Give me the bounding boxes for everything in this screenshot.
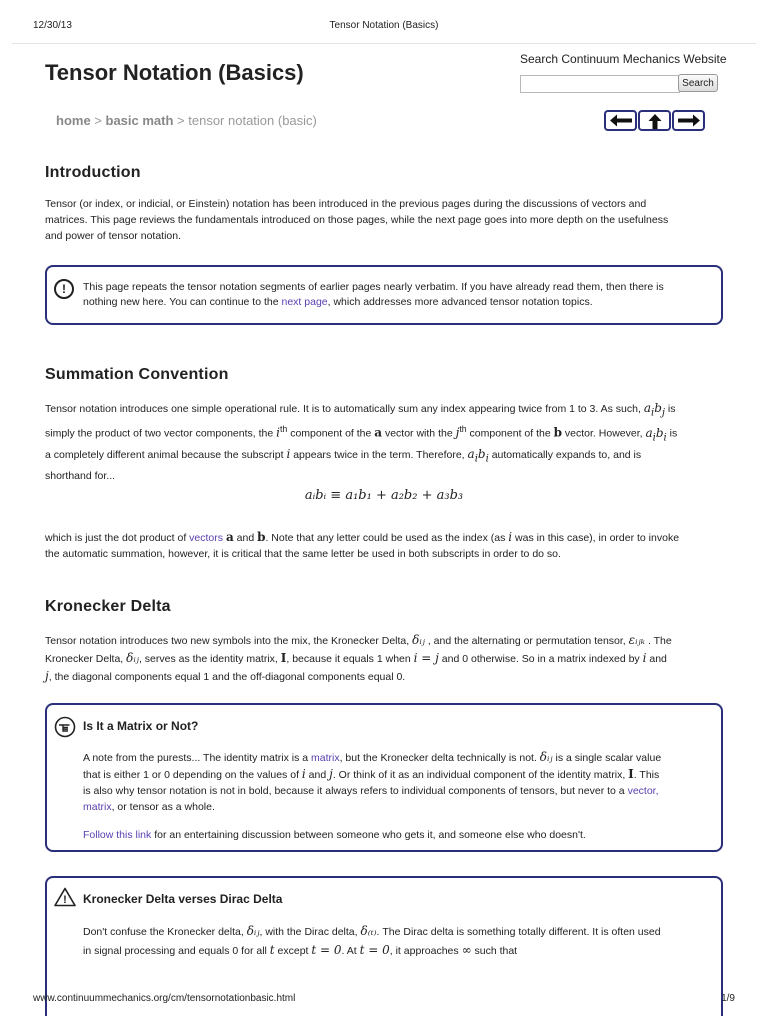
search-input[interactable] [520, 75, 680, 93]
note-line [83, 295, 713, 310]
summation-line: shorthand for... [45, 469, 116, 482]
vector-a: a [374, 425, 383, 440]
text-segment: . Or think of it as an individual component of the identity matrix, [332, 769, 629, 781]
text-segment: simply the product of two vector components, the [45, 427, 277, 440]
footer-url: www.continuummechanics.org/cm/tensornotationbasic.html [33, 993, 296, 1004]
matrix-link-2[interactable]: matrix [83, 801, 112, 813]
summation-line [45, 400, 725, 421]
search-button[interactable]: Search [678, 74, 718, 92]
identity-matrix-symbol: I [280, 651, 287, 665]
summation-line [45, 421, 725, 446]
text-segment: vector. However, [562, 427, 646, 440]
text-segment: , because it equals 1 when [286, 653, 414, 665]
follow-this-link[interactable]: Follow this link [83, 829, 152, 841]
matrix-note-line [83, 766, 713, 783]
text-segment: is [666, 427, 678, 440]
breadcrumb [56, 113, 317, 128]
footer-page-number: 1/9 [721, 993, 735, 1004]
text-segment: , the diagonal components equal 1 and the off-diagonal components equal 0. [48, 671, 406, 683]
summation-line [45, 529, 735, 546]
text-segment: , serves as the identity matrix, [138, 653, 281, 665]
text-segment: is [664, 403, 676, 415]
arrow-up-icon [648, 114, 662, 129]
breadcrumb-home[interactable]: home [56, 113, 91, 128]
page-navigation [604, 110, 706, 131]
text-segment: . The Dirac delta is something totally different. It is often used [376, 926, 661, 938]
note-box [45, 265, 723, 325]
text-segment: vector with the [382, 427, 456, 440]
math-aibi: $a_ib_i$ [467, 447, 489, 465]
matrix-note-line [83, 827, 713, 843]
math-i: i [642, 651, 647, 665]
math-i: i [301, 767, 306, 781]
math-i: i [508, 530, 513, 544]
intro-line: matrices. This page reviews the fundamentals introduced on those pages, while the next page goes into more depth on the usefulness [45, 214, 669, 226]
text-segment: component of the [287, 427, 375, 440]
math-aibi: $a_ib_i$ [645, 425, 667, 444]
text-segment: is also why tensor notation is not in bold, because it always refers to individual components of tensors, but never to a [83, 785, 628, 797]
intro-line: Tensor (or index, or indicial, or Einstein) notation has been introduced in the previous pages during the discussions of vectors and [45, 198, 647, 210]
page-title: Tensor Notation (Basics) [45, 60, 304, 85]
text-segment: . The [645, 635, 672, 647]
text-segment: Don't confuse the Kronecker delta, [83, 926, 247, 938]
matrix-link[interactable]: matrix [311, 752, 340, 764]
math-aibj: $a_ib_j$ [643, 401, 665, 419]
next-page-link[interactable]: next page [281, 296, 328, 308]
text-segment: in signal processing and equals 0 for all [83, 945, 270, 957]
text-segment: and 0 otherwise. So in a matrix indexed by [438, 653, 643, 665]
text-segment: A note from the purests... The identity matrix is a [83, 752, 311, 764]
text-segment: , and the alternating or permutation tensor, [424, 635, 629, 647]
summation-paragraph [45, 400, 725, 485]
superscript-th: th [459, 424, 467, 435]
text-segment: , with the Dirac delta, [259, 926, 361, 938]
header-divider [12, 43, 756, 44]
math-i-eq-j: i = j [413, 651, 439, 665]
math-delta-ij: δᵢⱼ [246, 924, 260, 938]
intro-line: and power of tensor notation. [45, 230, 182, 242]
math-t: t [269, 943, 275, 957]
intro-heading: Introduction [45, 164, 141, 181]
math-i: i [286, 447, 291, 462]
matrix-note-text [83, 749, 713, 843]
print-date: 12/30/13 [33, 20, 72, 31]
warning-icon-mark: ! [63, 894, 67, 906]
vector-link[interactable]: vector, [627, 785, 659, 797]
text-segment: automatically expands to, and is [488, 449, 642, 462]
intro-paragraph [45, 196, 745, 244]
text-segment: a completely different animal because the subscript [45, 449, 287, 462]
print-title: Tensor Notation (Basics) [329, 20, 439, 31]
summation-line [45, 446, 725, 467]
matrix-note-box [45, 703, 723, 852]
breadcrumb-separator: > [90, 113, 106, 128]
summation-paragraph-2 [45, 529, 735, 562]
text-segment: that is either 1 or 0 depending on the values of [83, 769, 302, 781]
text-segment: and [646, 653, 667, 665]
matrix-note-line [83, 749, 713, 766]
text-segment: and [305, 769, 330, 781]
math-delta-ij: δᵢⱼ [126, 651, 139, 665]
math-t-eq-0: t = 0 [311, 943, 342, 957]
vector-a: a [225, 530, 234, 544]
math-infinity: ∞ [461, 943, 472, 957]
summation-line: the automatic summation, however, it is critical that the same letter be used in both subscripts in order to do so. [45, 548, 561, 560]
dirac-note-title: Kronecker Delta verses Dirac Delta [83, 892, 283, 906]
text-segment: is a single scalar value [552, 752, 662, 764]
text-segment: except [274, 945, 312, 957]
text-segment: Tensor notation introduces two new symbols into the mix, the Kronecker Delta, [45, 635, 413, 647]
text-segment: such that [471, 945, 518, 957]
dirac-note-line [83, 922, 713, 941]
note-line: This page repeats the tensor notation segments of earlier pages nearly verbatim. If you have already read them, then there is [83, 281, 664, 293]
text-segment: . Note that any letter could be used as the index (as [265, 532, 509, 544]
warning-icon [54, 887, 76, 907]
search-label: Search Continuum Mechanics Website [520, 52, 727, 66]
breadcrumb-basic-math[interactable]: basic math [105, 113, 174, 128]
math-j: j [45, 669, 49, 683]
text-segment: and [233, 532, 258, 544]
kronecker-line [45, 632, 735, 650]
summation-equation: aᵢbᵢ ≡ a₁b₁ + a₂b₂ + a₃b₃ [304, 488, 464, 503]
superscript-th: th [279, 424, 288, 435]
arrow-right-icon [677, 114, 701, 127]
kronecker-line [45, 668, 735, 686]
math-epsilon-ijk: εᵢⱼₖ [628, 633, 646, 647]
text-segment: Kronecker Delta, [45, 653, 127, 665]
text-segment: . At [341, 945, 360, 957]
text-segment: . This [633, 769, 660, 781]
kronecker-paragraph [45, 632, 735, 686]
identity-matrix-symbol: I [628, 767, 634, 781]
math-delta-t: δ₍ₜ₎ [360, 924, 377, 938]
pointing-hand-icon [54, 716, 76, 738]
prev-page-button[interactable] [604, 110, 637, 131]
exclamation-icon: ! [54, 279, 74, 299]
summation-heading: Summation Convention [45, 366, 229, 383]
arrow-left-icon [609, 114, 633, 127]
dirac-note-text [83, 922, 713, 960]
kronecker-line [45, 650, 735, 668]
math-i: i [276, 425, 280, 440]
math-delta-ij: δᵢⱼ [539, 750, 553, 764]
text-segment: appears twice in the term. Therefore, [290, 449, 468, 462]
text-segment: , or tensor as a whole. [111, 801, 215, 813]
text-segment: component of the [466, 427, 554, 440]
math-t-eq-0: t = 0 [359, 943, 390, 957]
up-page-button[interactable] [638, 110, 671, 131]
dirac-note-line [83, 941, 713, 960]
text-segment: for an entertaining discussion between someone who gets it, and someone else who doesn't. [151, 829, 586, 841]
matrix-note-line [83, 783, 713, 799]
kronecker-heading: Kronecker Delta [45, 598, 171, 615]
text-segment: which is just the dot product of [45, 532, 190, 544]
math-j: j [455, 425, 460, 440]
vector-b: b [553, 425, 562, 440]
text-segment: was in this case), in order to invoke [512, 532, 680, 544]
breadcrumb-current: tensor notation (basic) [188, 113, 317, 128]
text-segment: Tensor notation introduces one simple operational rule. It is to automatically sum any index appearing twice from 1 to 3. As such, [45, 403, 644, 415]
matrix-note-title: Is It a Matrix or Not? [83, 719, 199, 733]
math-delta-ij: δᵢⱼ [412, 633, 425, 647]
vector-b: b [257, 530, 266, 544]
math-j: j [329, 767, 333, 781]
text-segment: , it approaches [389, 945, 462, 957]
text-segment: , but the Kronecker delta technically is not. [339, 752, 540, 764]
vectors-link[interactable]: vectors [189, 532, 224, 544]
next-page-button[interactable] [672, 110, 705, 131]
note-text [83, 280, 713, 310]
matrix-note-line [83, 799, 713, 815]
note-text-segment: , which addresses more advanced tensor notation topics. [327, 296, 593, 308]
note-text-segment: nothing new here. You can continue to the [83, 296, 282, 308]
breadcrumb-separator: > [173, 113, 189, 128]
